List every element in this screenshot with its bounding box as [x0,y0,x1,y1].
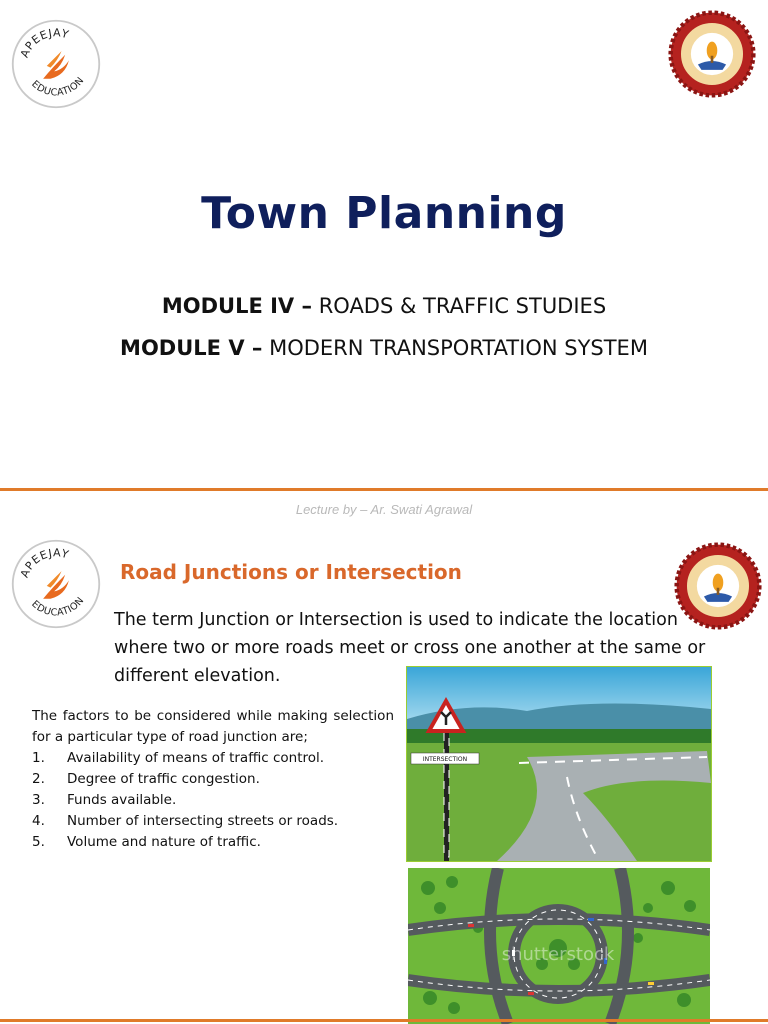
watermark-text: shutterstock [501,944,615,965]
highway-interchange-image [408,868,710,1024]
svg-text:EDUCATION: EDUCATION [29,75,87,99]
list-text: Number of intersecting streets or roads. [67,813,339,829]
list-item [32,832,394,853]
title-slide [0,0,768,490]
module-v-line [0,336,768,360]
intersection-illustration [406,666,712,862]
list-item [32,769,394,790]
list-number: 2. [32,771,45,787]
module-iv-text: ROADS & TRAFFIC STUDIES [318,294,607,318]
list-item [32,790,394,811]
apeejay-logo [10,538,102,630]
apeejay-logo [10,18,102,110]
interchange-illustration [408,868,710,1024]
module-iv-label: MODULE IV – [161,294,312,318]
list-text: Availability of means of traffic control. [67,750,325,766]
list-text: Funds available. [67,792,177,808]
lecture-credit: Lecture by – Ar. Swati Agrawal [295,502,473,517]
slide-bottom-rule [0,1019,768,1022]
list-text: Volume and nature of traffic. [67,834,261,850]
svg-text:EDUCATION: EDUCATION [29,595,87,619]
list-number: 1. [32,750,45,766]
university-seal [668,10,756,98]
module-iv-line [0,294,768,318]
slide-divider [0,488,768,491]
presentation-title: Town Planning [201,188,567,239]
list-text: Degree of traffic congestion. [67,771,260,787]
list-number: 4. [32,813,45,829]
list-number: 3. [32,792,45,808]
svg-text:APEEJAY: APEEJAY [17,26,71,60]
intro-paragraph: The term Junction or Intersection is used to indicate the location where two or more roads meet or cross one another at the same or different elevation. [114,610,706,686]
module-v-label: MODULE V – [120,336,263,360]
sign-text: INTERSECTION [422,756,468,763]
list-item [32,748,394,769]
list-number: 5. [32,834,45,850]
factors-block [32,706,394,853]
factors-list [32,748,394,853]
content-slide [0,528,768,1024]
y-intersection-image [407,667,711,861]
factors-lead: The factors to be considered while making selection for a particular type of road junction are; [32,708,394,745]
slide-heading: Road Junctions or Intersection [120,560,462,584]
module-v-text: MODERN TRANSPORTATION SYSTEM [269,336,648,360]
list-item [32,811,394,832]
svg-text:APEEJAY: APEEJAY [17,546,71,580]
